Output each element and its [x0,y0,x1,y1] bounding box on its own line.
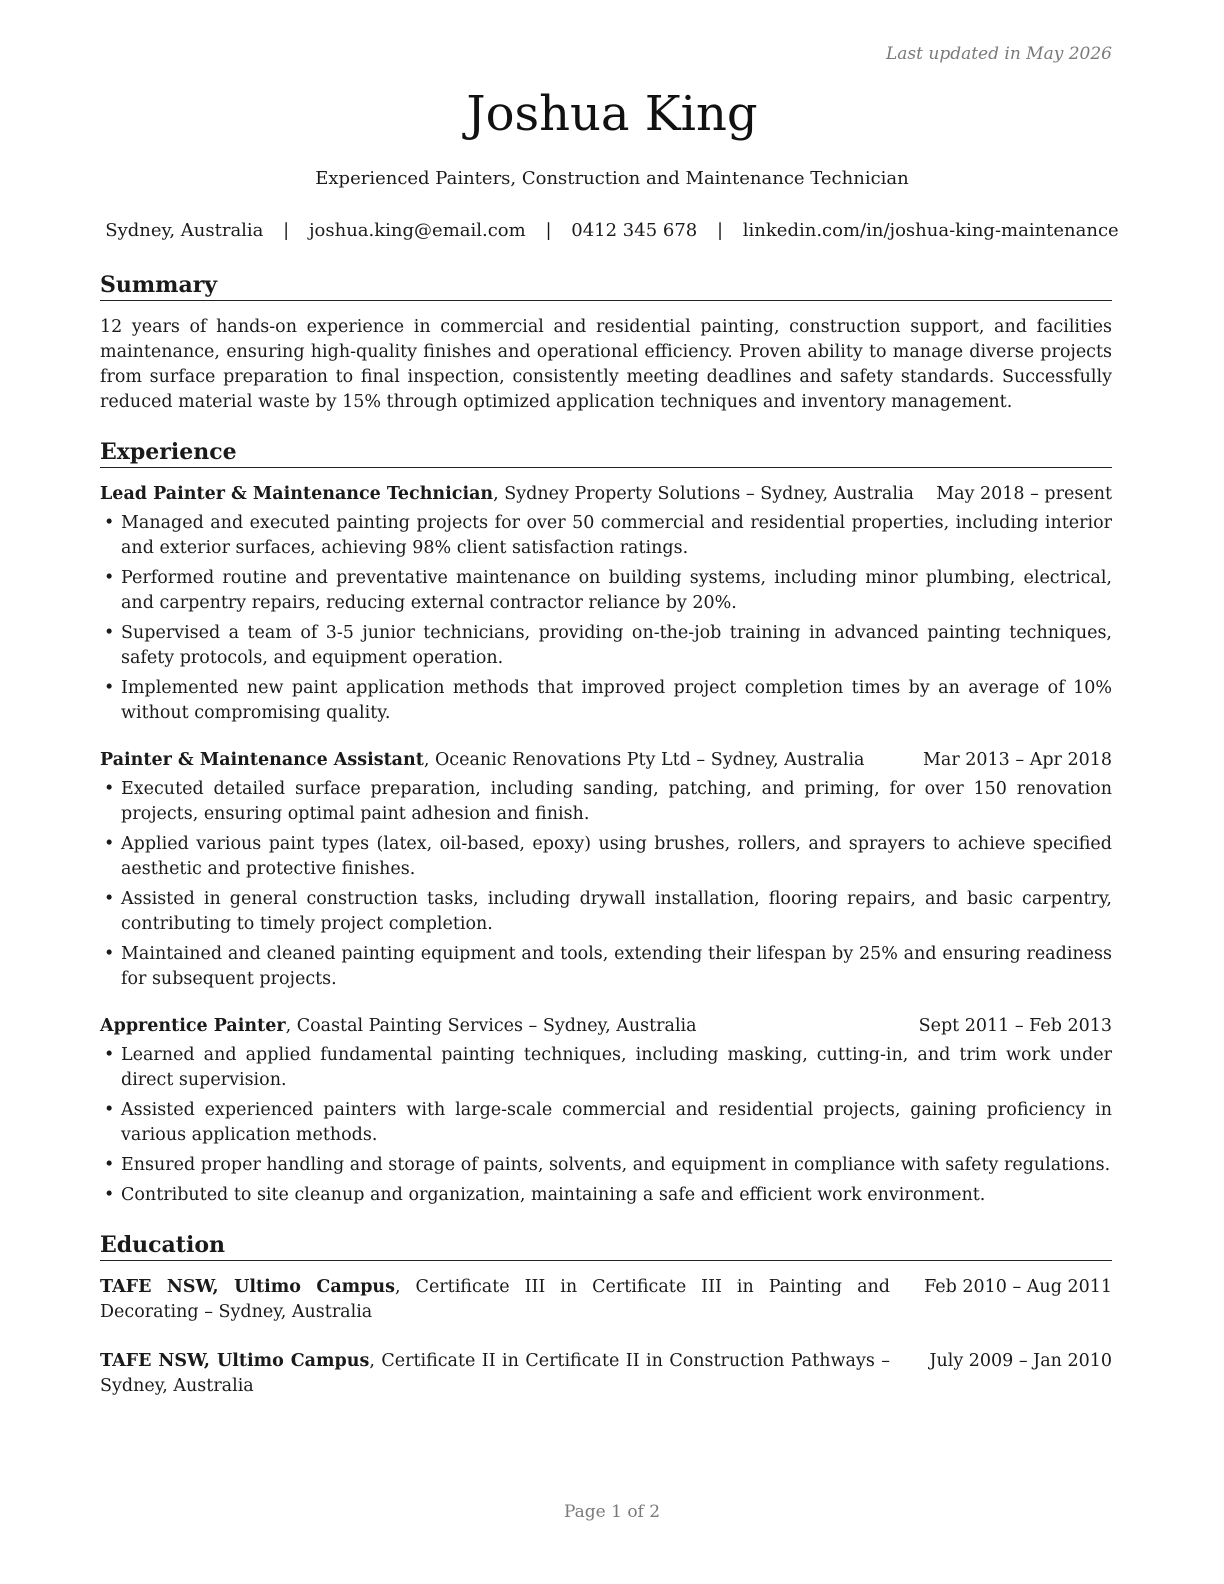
job-role: Apprentice Painter [100,1016,286,1036]
contact-line [0,220,1224,241]
candidate-headline: Experienced Painters, Construction and Maintenance Technician [315,168,909,189]
job-bullets [100,511,1112,726]
job-bullet: • Supervised a team of 3-5 junior technicians, providing on-the-job training in advanced painting techniques, safety protocols, and equipment operation. [100,621,1112,671]
job-company: , Oceanic Renovations Pty Ltd – Sydney, Australia [423,750,865,770]
contact-separator: | [545,220,552,241]
job-entry [100,1014,1112,1208]
job-bullets [100,777,1112,992]
education-dates: Feb 2010 – Aug 2011 [924,1277,1112,1297]
job-bullet: • Executed detailed surface preparation, including sanding, patching, and priming, for over 150 renovation projects, ensuring optimal paint adhesion and finish. [100,777,1112,827]
contact-email[interactable]: joshua.king@email.com [308,220,526,241]
education-school: TAFE NSW, Ultimo Campus [100,1277,396,1297]
experience-heading: Experience [100,437,1112,468]
job-header [100,748,1112,773]
education-school: TAFE NSW, Ultimo Campus [100,1351,370,1371]
job-bullet: • Maintained and cleaned painting equipment and tools, extending their lifespan by 25% and ensuring readiness for subsequent projects. [100,942,1112,992]
education-dates: July 2009 – Jan 2010 [929,1351,1112,1371]
resume-content [100,270,1112,1423]
education-entry [100,1275,1112,1325]
education-detail: , Certificate II in Certificate II in Construction Pathways – Sydney, Australia [100,1351,890,1396]
job-entry [100,482,1112,726]
job-company: , Coastal Painting Services – Sydney, Australia [285,1016,697,1036]
job-bullet: • Managed and executed painting projects for over 50 commercial and residential properties, including interior and exterior surfaces, achieving 98% client satisfaction ratings. [100,511,1112,561]
job-header [100,482,1112,507]
job-bullet: • Ensured proper handling and storage of paints, solvents, and equipment in compliance with safety regulations. [100,1153,1112,1178]
job-dates: Mar 2013 – Apr 2018 [923,750,1112,770]
summary-text: 12 years of hands-on experience in commercial and residential painting, construction support, and facilities maintenance, ensuring high-quality finishes and operational efficiency. Proven ability to manage diverse projects from surface preparation to final inspection, consistently meeting deadlines and safety standards. Successfully reduced material waste by 15% through optimized application techniques and inventory management. [100,317,1112,412]
job-entry [100,748,1112,992]
job-bullet: • Implemented new paint application methods that improved project completion times by an average of 10% without compromising quality. [100,676,1112,726]
job-bullets [100,1043,1112,1208]
contact-location: Sydney, Australia [105,220,264,241]
education-detail: , Certificate III in Certificate III in Painting and Decorating – Sydney, Australia [100,1277,890,1322]
contact-separator: | [283,220,290,241]
education-entry [100,1349,1112,1399]
job-bullet: • Assisted experienced painters with large-scale commercial and residential projects, gaining proficiency in various application methods. [100,1098,1112,1148]
candidate-name: Joshua King [466,86,758,142]
job-role: Lead Painter & Maintenance Technician [100,484,494,504]
job-bullet: • Assisted in general construction tasks, including drywall installation, flooring repairs, and basic carpentry, contributing to timely project completion. [100,887,1112,937]
job-header [100,1014,1112,1039]
education-heading: Education [100,1230,1112,1261]
job-dates: May 2018 – present [936,484,1112,504]
job-bullet: • Applied various paint types (latex, oil-based, epoxy) using brushes, rollers, and sprayers to achieve specified aesthetic and protective finishes. [100,832,1112,882]
contact-separator: | [716,220,724,241]
job-company: , Sydney Property Solutions – Sydney, Australia [493,484,914,504]
job-role: Painter & Maintenance Assistant [100,750,424,770]
job-bullet: • Learned and applied fundamental painting techniques, including masking, cutting-in, and trim work under direct supervision. [100,1043,1112,1093]
education-text [100,1275,890,1325]
last-updated: Last updated in May 2026 [885,44,1112,64]
page-number: Page 1 of 2 [563,1502,661,1522]
job-dates: Sept 2011 – Feb 2013 [918,1016,1112,1036]
job-bullet: • Performed routine and preventative maintenance on building systems, including minor plumbing, electrical, and carpentry repairs, reducing external contractor reliance by 20%. [100,566,1112,616]
contact-linkedin[interactable]: linkedin.com/in/joshua-king-maintenance [742,220,1119,241]
education-text [100,1349,890,1399]
job-bullet: • Contributed to site cleanup and organization, maintaining a safe and efficient work environment. [100,1183,1112,1208]
summary-heading: Summary [100,270,1112,301]
contact-phone[interactable]: 0412 345 678 [571,220,698,241]
